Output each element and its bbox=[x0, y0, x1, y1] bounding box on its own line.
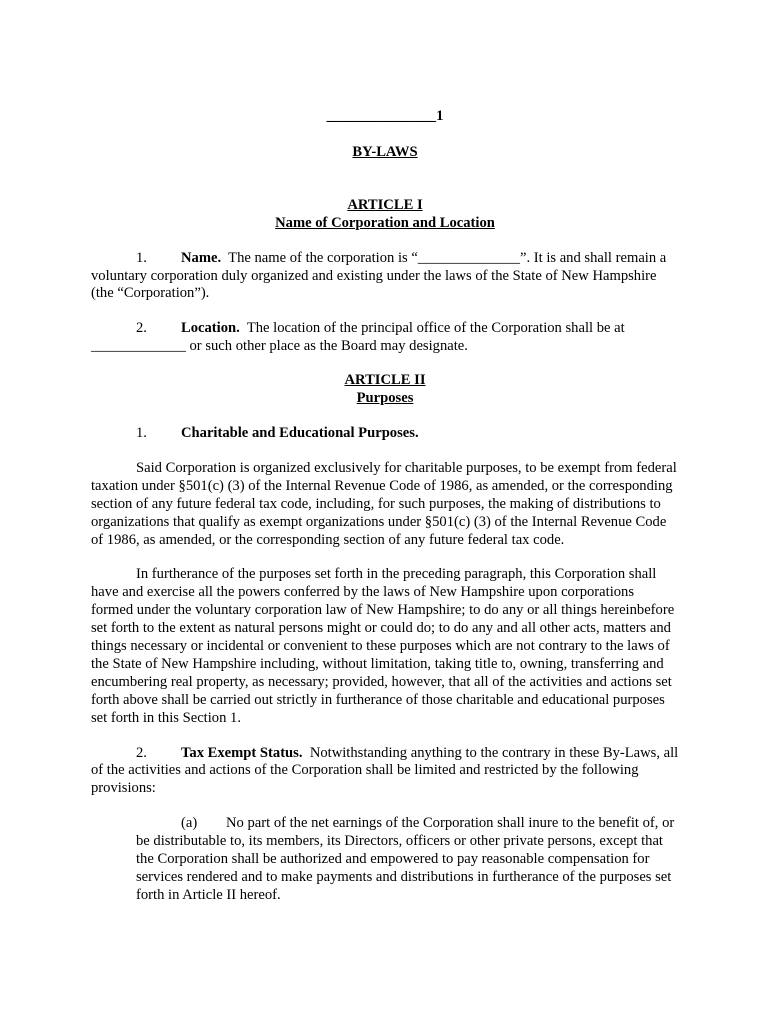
document-title: BY-LAWS bbox=[352, 143, 418, 160]
article-2-section-2 bbox=[91, 745, 679, 799]
section-label: Tax Exempt Status. bbox=[181, 744, 303, 761]
section-number: 1. bbox=[136, 424, 147, 441]
article-2-heading: ARTICLE II bbox=[344, 372, 426, 389]
document-number-line: _______________1 bbox=[326, 108, 444, 124]
article-1-section-1 bbox=[91, 250, 679, 304]
subsection-text: No part of the net earnings of the Corporation shall inure to the benefit of, or be distributable to, its members, its Directors, officers or other private persons, except that the Corporation shall be authorized and empowered to pay reasonable compensation for services rendered and to make payments and distributions in furtherance of the purposes set forth in Article II hereof. bbox=[136, 815, 675, 903]
subsection-number: (a) bbox=[181, 815, 198, 832]
section-label: Name. bbox=[181, 249, 222, 266]
article-2-paragraph-2: In furtherance of the purposes set forth in the preceding paragraph, this Corporation shall have and exercise all the powers conferred by the laws of New Hampshire upon corporations formed under the voluntary corporation law of New Hampshire; to do any or all things hereinbefore set forth to the extent as natural persons might or could do; to do any and all other acts, matters and things necessary or incidental or convenient to these purposes which are not contrary to the laws of the State of New Hampshire including, without limitation, taking title to, owning, transferring and encumbering real property, as necessary; provided, however, that all of the activities and actions set forth above shall be carried out strictly in furtherance of those charitable and educational purposes set forth in this Section 1. bbox=[91, 566, 675, 726]
article-2-subheading: Purposes bbox=[356, 390, 414, 407]
article-1-heading-block bbox=[91, 197, 679, 233]
section-text: The location of the principal office of the Corporation shall be at _____________ or such other place as the Board may designate. bbox=[91, 320, 625, 355]
article-1-subheading: Name of Corporation and Location bbox=[275, 214, 495, 231]
section-label: Charitable and Educational Purposes. bbox=[181, 424, 419, 441]
article-1-heading: ARTICLE I bbox=[347, 196, 423, 213]
article-2-heading-block bbox=[91, 372, 679, 408]
section-number: 2. bbox=[136, 744, 147, 761]
section-label: Location. bbox=[181, 320, 240, 337]
section-number: 2. bbox=[136, 320, 147, 337]
article-2-paragraph-1: Said Corporation is organized exclusively for charitable purposes, to be exempt from federal taxation under §501(c) (3) of the Internal Revenue Code of 1986, as amended, or the corresponding section of any future federal tax code, including, for such purposes, the making of distributions to organizations that qualify as exempt organizations under §501(c) (3) of the Internal Revenue Code of 1986, as amended, or the corresponding section of any future federal tax code. bbox=[91, 459, 677, 548]
article-2-section-1 bbox=[91, 425, 679, 443]
section-text: Notwithstanding anything to the contrary in these By-Laws, all of the activities and actions of the Corporation shall be limited and restricted by the following provisions: bbox=[91, 744, 679, 797]
section-text: The name of the corporation is “______________”. It is and shall remain a voluntary corporation duly organized and existing under the laws of the State of New Hampshire (the “Corporation”). bbox=[91, 249, 667, 302]
document-page bbox=[91, 108, 679, 905]
section-number: 1. bbox=[136, 249, 147, 266]
article-2-subsection-a bbox=[136, 815, 679, 905]
article-1-section-2 bbox=[91, 320, 679, 356]
